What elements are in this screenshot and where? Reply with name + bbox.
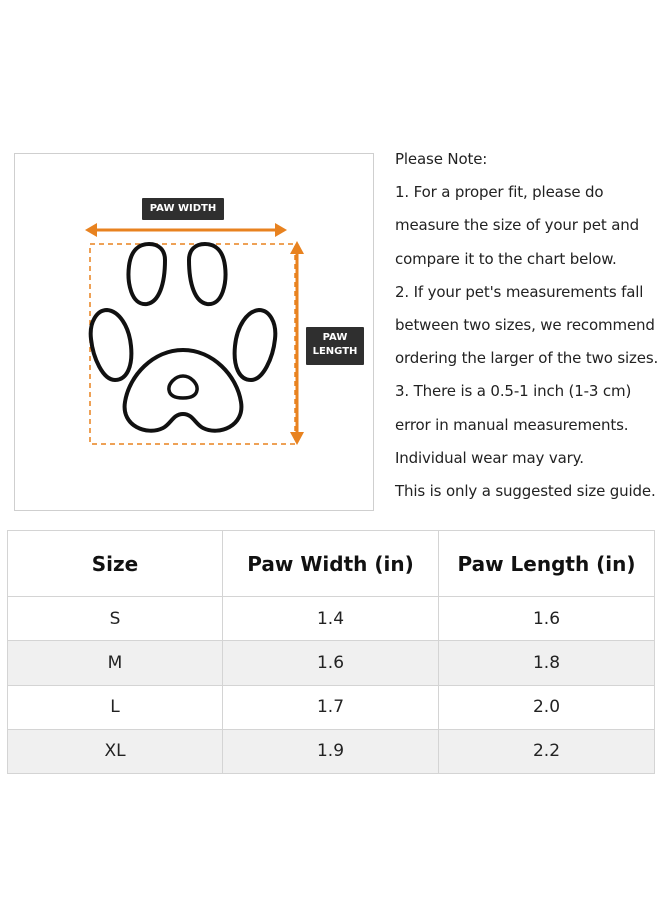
note-line: ordering the larger of the two sizes.	[395, 349, 659, 368]
header-paw-width: Paw Width (in)	[223, 531, 439, 597]
notes-heading: Please Note:	[395, 150, 488, 168]
paw-width-cell: 1.9	[223, 729, 439, 773]
paw-length-cell: 1.8	[439, 641, 655, 685]
toe-4	[235, 310, 276, 380]
length-arrow-top-head	[290, 241, 304, 254]
note-line: 1. For a proper fit, please do	[395, 183, 604, 202]
paw-length-cell: 2.0	[439, 685, 655, 729]
note-line: compare it to the chart below.	[395, 249, 617, 268]
note-line: 2. If your pet's measurements fall	[395, 282, 644, 301]
size-cell: XL	[8, 729, 223, 773]
paw-length-cell: 1.6	[439, 597, 655, 641]
size-cell: M	[8, 641, 223, 685]
note-line: Individual wear may vary.	[395, 448, 584, 467]
length-arrow-bottom-head	[290, 432, 304, 445]
table-row	[8, 597, 655, 641]
note-line: This is only a suggested size guide.	[395, 481, 656, 500]
paw-shape	[91, 244, 276, 431]
table-row	[8, 685, 655, 729]
paw-width-cell: 1.7	[223, 685, 439, 729]
paw-width-cell: 1.4	[223, 597, 439, 641]
table-row	[8, 641, 655, 685]
paw-diagram	[14, 153, 374, 511]
notes-section	[395, 143, 660, 508]
size-cell: S	[8, 597, 223, 641]
toe-3	[91, 310, 132, 380]
table-row	[8, 729, 655, 773]
paw-width-label: PAW WIDTH	[142, 198, 224, 220]
note-line: error in manual measurements.	[395, 415, 629, 434]
paw-width-cell: 1.6	[223, 641, 439, 685]
width-arrow-left-head	[85, 223, 97, 237]
toe-1	[129, 244, 165, 304]
note-line: 3. There is a 0.5-1 inch (1-3 cm)	[395, 382, 632, 401]
toe-2	[189, 244, 225, 304]
size-chart-table	[7, 530, 655, 774]
header-size: Size	[8, 531, 223, 597]
note-line: between two sizes, we recommend	[395, 315, 655, 334]
note-line: measure the size of your pet and	[395, 216, 639, 235]
paw-length-cell: 2.2	[439, 729, 655, 773]
header-paw-length: Paw Length (in)	[439, 531, 655, 597]
pad-inner	[169, 376, 197, 398]
table-header-row	[8, 531, 655, 597]
width-arrow-right-head	[275, 223, 287, 237]
size-cell: L	[8, 685, 223, 729]
paw-length-label	[306, 327, 364, 365]
paw-length-label-line1: PAW	[322, 332, 348, 343]
paw-length-label-line2: LENGTH	[312, 346, 358, 357]
